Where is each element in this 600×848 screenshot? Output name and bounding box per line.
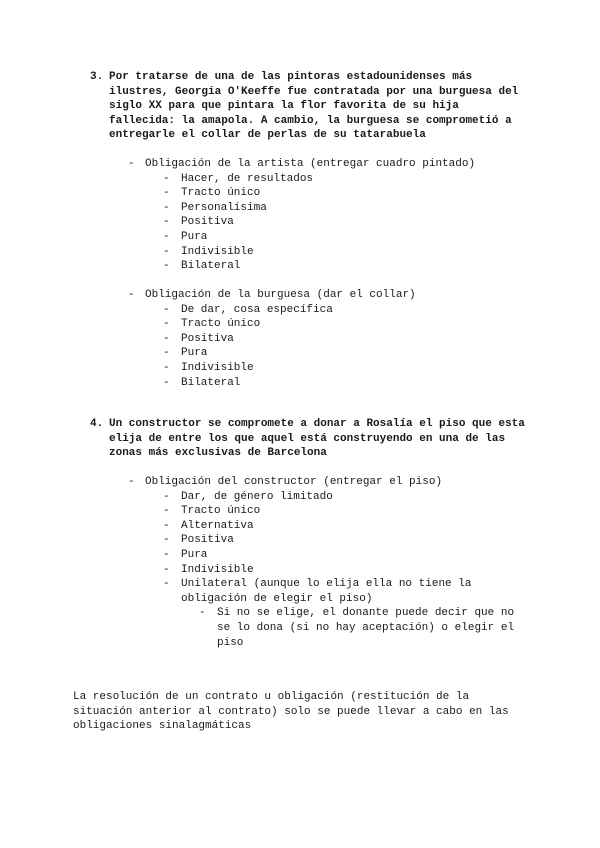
question-4-number: 4. (90, 418, 104, 430)
list-item-unilateral: - Unilateral (aunque lo elija ella no tiene la obligación de elegir el piso) - Si no se elige, el donante puede decir que no se lo dona (si no hay aceptación) o elegir el piso (163, 577, 533, 650)
list-item: - Alternativa (163, 519, 254, 532)
bullet-dash: - (128, 158, 135, 170)
burguesa-obligation-heading (128, 288, 548, 303)
bullet-dash: - (128, 289, 135, 301)
list-item: - Indivisible (163, 361, 254, 374)
list-item: - De dar, cosa específica (163, 303, 333, 316)
list-item: - Pura (163, 347, 208, 360)
artist-obligation-label: Obligación de la artista (entregar cuadro pintado) (145, 158, 476, 170)
question-3-text: Por tratarse de una de las pintoras estadounidenses más ilustres, Georgia O'Keeffe fue contratada por una burguesa del siglo XX para que pintara la flor favorita de su hija fallecida: la amapola. A cambio, la burguesa se comprometió a entregarle el collar de perlas de su tatarabuela (109, 71, 519, 142)
constructor-obligation-heading (128, 475, 548, 490)
list-item: - Bilateral (163, 376, 241, 389)
list-item: - Positiva (163, 534, 234, 547)
burguesa-obligation-list (163, 303, 533, 391)
list-item: - Tracto único (163, 187, 261, 200)
question-4-text: Un constructor se compromete a donar a Rosalía el piso que esta elija de entre los que aquel está construyendo en una de las zonas más exclusivas de Barcelona (109, 418, 525, 460)
burguesa-obligation-label: Obligación de la burguesa (dar el collar) (145, 289, 416, 301)
list-item: - Indivisible (163, 245, 254, 258)
list-item: - Positiva (163, 216, 234, 229)
question-3-number: 3. (90, 71, 104, 83)
resolution-note: La resolución de un contrato u obligación (restitución de la situación anterior al contrato) solo se puede llevar a cabo en las obligaciones sinalagmáticas (73, 691, 509, 733)
list-item: - Personalísima (163, 201, 267, 214)
list-item: - Positiva (163, 332, 234, 345)
constructor-obligation-label: Obligación del constructor (entregar el piso) (145, 476, 443, 488)
list-item: - Pura (163, 548, 208, 561)
list-item: - Tracto único (163, 505, 261, 518)
artist-obligation-heading (128, 157, 548, 172)
unilateral-sub-list (181, 606, 533, 650)
list-item: - Pura (163, 230, 208, 243)
list-item: - Indivisible (163, 563, 254, 576)
list-item: - Bilateral (163, 260, 241, 273)
question-4 (90, 417, 530, 461)
list-item: - Dar, de género limitado (163, 490, 333, 503)
list-item: - Hacer, de resultados (163, 172, 314, 185)
list-item: - Tracto único (163, 318, 261, 331)
artist-obligation-list (163, 172, 533, 274)
bullet-dash: - (128, 476, 135, 488)
question-3 (90, 70, 530, 143)
constructor-obligation-list (163, 490, 533, 651)
list-item: - Si no se elige, el donante puede decir que no se lo dona (si no hay aceptación) o elegir el piso (199, 607, 515, 649)
